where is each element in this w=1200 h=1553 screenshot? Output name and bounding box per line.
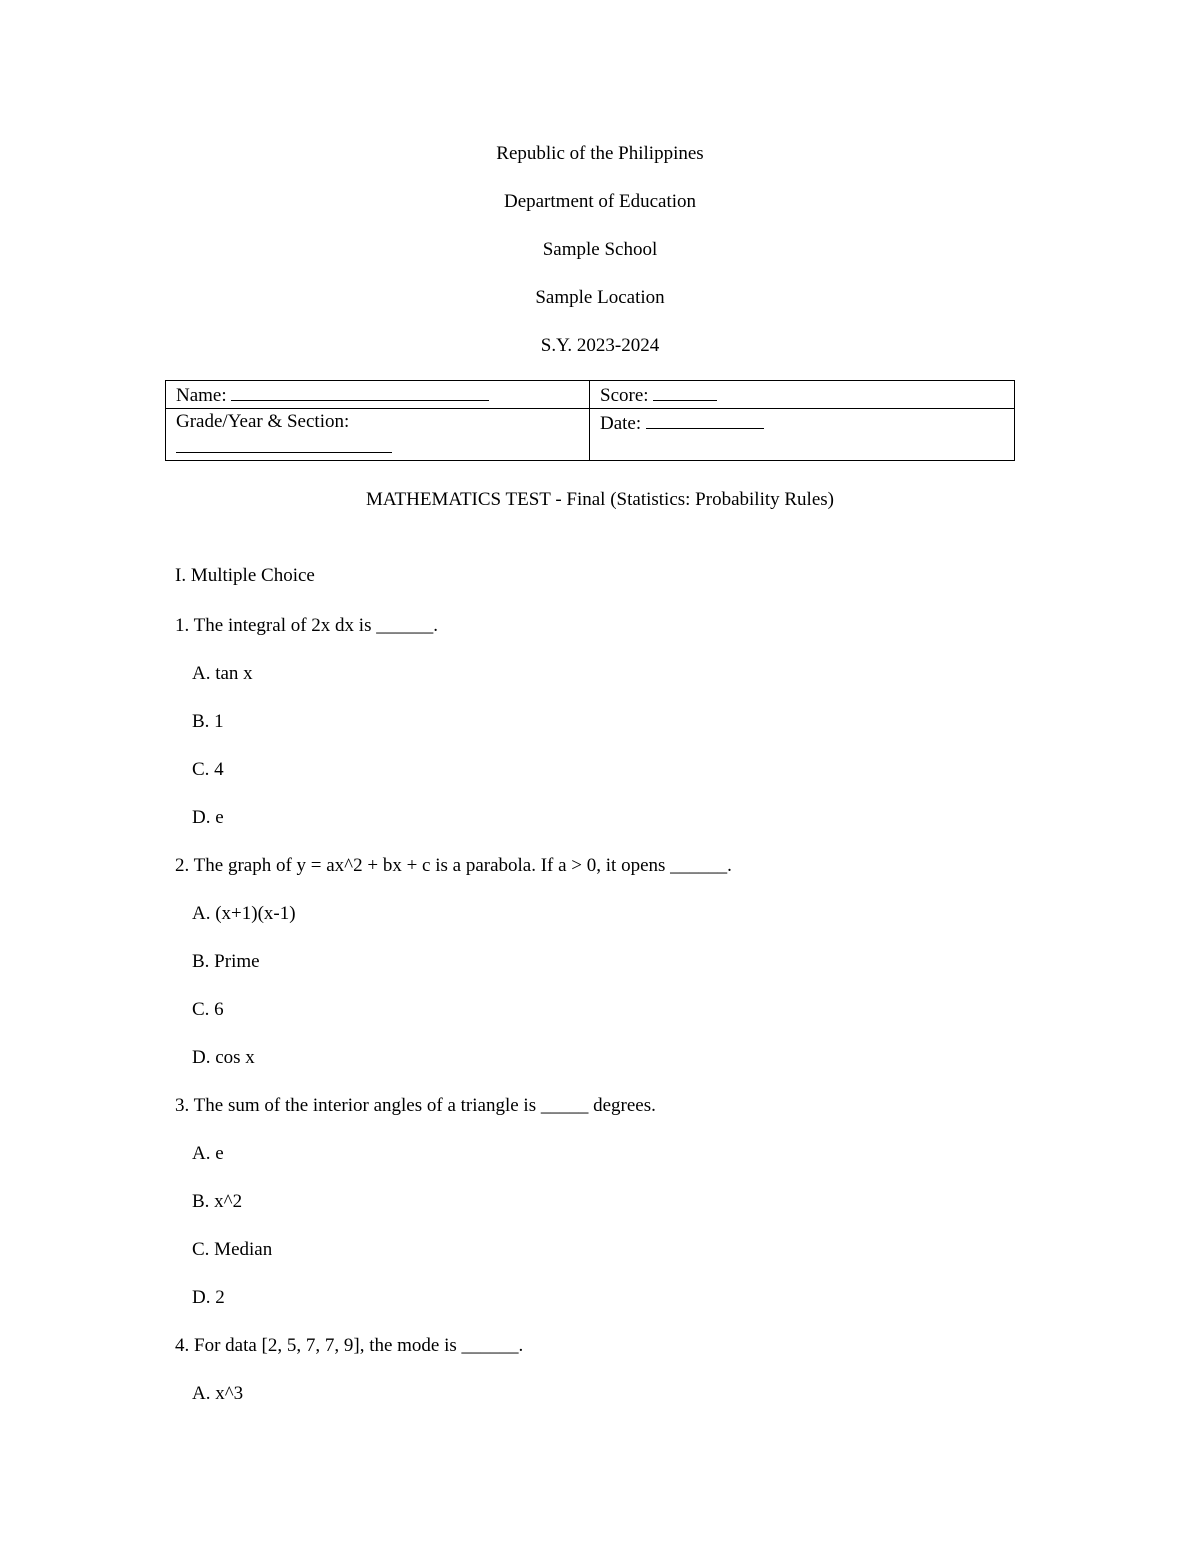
score-blank-line[interactable] bbox=[653, 382, 717, 401]
name-label: Name: bbox=[176, 385, 227, 406]
header-school: Sample School bbox=[542, 239, 658, 260]
date-label: Date: bbox=[600, 413, 642, 434]
question-2-option-c: C. 6 bbox=[192, 999, 224, 1020]
header-location: Sample Location bbox=[535, 287, 665, 308]
question-3-option-b: B. x^2 bbox=[192, 1191, 243, 1212]
question-4: 4. For data [2, 5, 7, 7, 9], the mode is ______. bbox=[175, 1335, 524, 1356]
grade-section-blank-line[interactable] bbox=[176, 434, 392, 453]
question-1: 1. The integral of 2x dx is ______. bbox=[175, 615, 438, 636]
score-label: Score: bbox=[600, 385, 649, 406]
question-3-option-a: A. e bbox=[192, 1143, 224, 1164]
grade-section-cell[interactable] bbox=[166, 409, 590, 461]
test-title: MATHEMATICS TEST - Final (Statistics: Probability Rules) bbox=[366, 489, 834, 510]
date-blank-line[interactable] bbox=[646, 410, 764, 429]
question-3-option-c: C. Median bbox=[192, 1239, 273, 1260]
question-2-option-b: B. Prime bbox=[192, 951, 260, 972]
header-department: Department of Education bbox=[503, 191, 697, 212]
question-1-option-c: C. 4 bbox=[192, 759, 224, 780]
section-title: I. Multiple Choice bbox=[175, 565, 315, 586]
question-1-option-b: B. 1 bbox=[192, 711, 224, 732]
question-1-option-d: D. e bbox=[192, 807, 224, 828]
name-cell[interactable] bbox=[166, 381, 590, 409]
grade-section-label: Grade/Year & Section: bbox=[176, 411, 350, 432]
question-4-option-a: A. x^3 bbox=[192, 1383, 244, 1404]
date-cell[interactable] bbox=[590, 409, 1015, 461]
question-2-option-a: A. (x+1)(x-1) bbox=[192, 903, 296, 924]
question-3-option-d: D. 2 bbox=[192, 1287, 225, 1308]
question-2-option-d: D. cos x bbox=[192, 1047, 255, 1068]
name-blank-line[interactable] bbox=[231, 382, 489, 401]
header-school-year: S.Y. 2023-2024 bbox=[540, 335, 660, 356]
header-country: Republic of the Philippines bbox=[496, 143, 704, 164]
score-cell[interactable] bbox=[590, 381, 1015, 409]
question-3: 3. The sum of the interior angles of a triangle is _____ degrees. bbox=[175, 1095, 656, 1116]
question-2: 2. The graph of y = ax^2 + bx + c is a parabola. If a > 0, it opens ______. bbox=[175, 855, 732, 876]
question-1-option-a: A. tan x bbox=[192, 663, 253, 684]
student-info-table bbox=[165, 380, 1015, 461]
